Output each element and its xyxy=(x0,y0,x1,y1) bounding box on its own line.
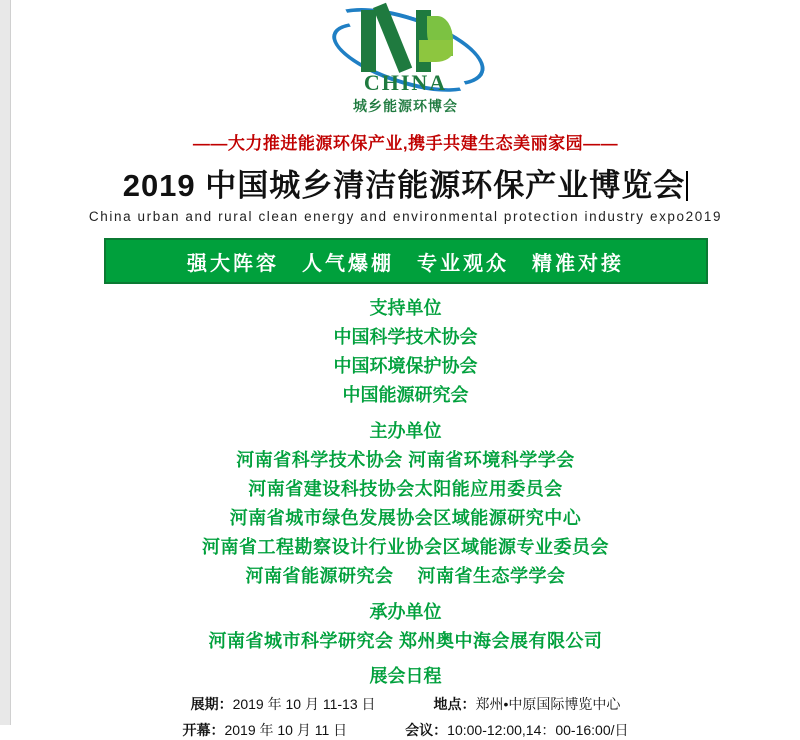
organizer-org-1: 河南省城市科学研究会 郑州奥中海会展有限公司 xyxy=(208,631,603,651)
schedule-value-meeting: 10:00-12:00,14：00-16:00/日 xyxy=(447,722,629,738)
slogan-text: ——大力推进能源环保产业,携手共建生态美丽家园—— xyxy=(192,134,619,153)
schedule-value-period: 2019 年 10 月 11-13 日 xyxy=(232,696,376,712)
support-org-2: 中国环境保护协会 xyxy=(333,356,478,376)
schedule-label-meeting: 会议： xyxy=(405,722,448,738)
page-subtitle-en: China urban and rural clean energy and environmental protection industry expo2019 xyxy=(88,209,723,224)
section-heading-schedule: 展会日程 xyxy=(369,666,442,686)
schedule-value-venue: 郑州•中原国际博览中心 xyxy=(475,696,621,712)
highlight-banner-text: 强大阵容 人气爆棚 专业观众 精准对接 xyxy=(187,252,624,275)
section-heading-organizer: 承办单位 xyxy=(369,602,442,622)
expo-logo xyxy=(323,0,488,113)
support-org-1: 中国科学技术协会 xyxy=(333,327,478,347)
logo-brand-en: CHINA xyxy=(363,70,448,95)
document-page xyxy=(11,0,800,738)
logo-letter-n-icon xyxy=(361,10,451,72)
schedule-label-opening: 开幕： xyxy=(182,722,225,738)
host-org-4: 河南省工程勘察设计行业协会区域能源专业委员会 xyxy=(202,537,609,557)
section-heading-support: 支持单位 xyxy=(369,298,442,318)
page-title xyxy=(11,160,800,205)
schedule-label-period: 展期： xyxy=(190,696,233,712)
host-org-5: 河南省能源研究会 河南省生态学学会 xyxy=(245,566,566,586)
support-org-3: 中国能源研究会 xyxy=(342,385,469,405)
schedule-label-venue: 地点： xyxy=(433,696,476,712)
schedule-row-dates xyxy=(11,694,800,714)
text-cursor xyxy=(686,171,688,201)
section-heading-host: 主办单位 xyxy=(369,421,442,441)
host-org-3: 河南省城市绿色发展协会区域能源研究中心 xyxy=(229,508,582,528)
highlight-banner xyxy=(104,238,708,284)
schedule-row-opening xyxy=(11,720,800,740)
host-org-2: 河南省建设科技协会太阳能应用委员会 xyxy=(248,479,563,499)
logo-brand-cn: 城乡能源环博会 xyxy=(353,98,458,114)
document-left-gutter xyxy=(0,0,11,725)
page-title-text: 2019 中国城乡清洁能源环保产业博览会 xyxy=(122,168,686,203)
host-org-1: 河南省科学技术协会 河南省环境科学学会 xyxy=(236,450,575,470)
schedule-value-opening: 2019 年 10 月 11 日 xyxy=(224,722,348,738)
